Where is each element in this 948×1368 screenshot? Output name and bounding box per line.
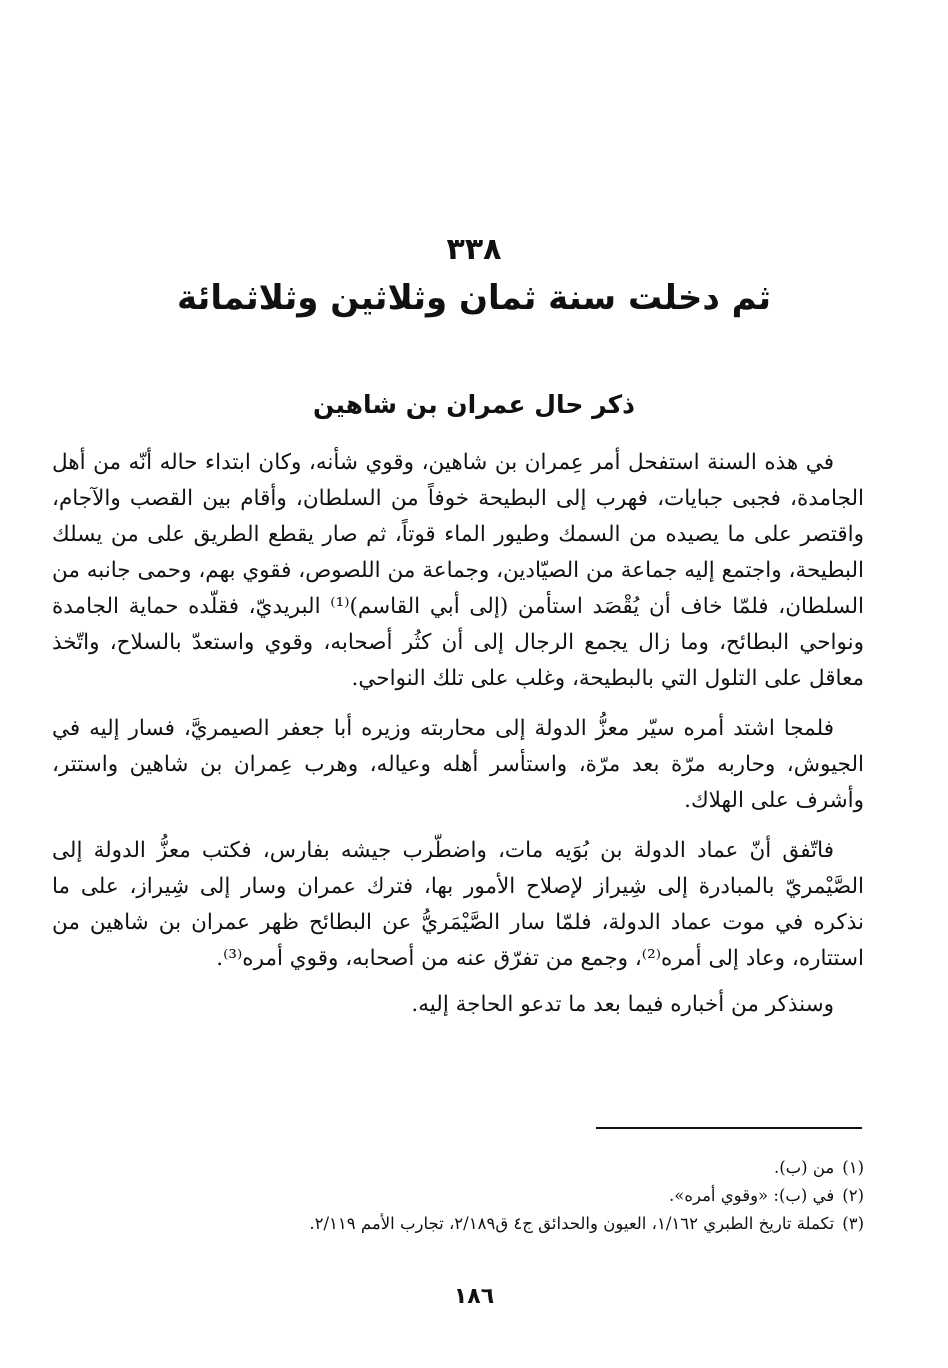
footnote-text: في (ب): «وقوي أمره».	[669, 1186, 835, 1205]
paragraph: وسنذكر من أخباره فيما بعد ما تدعو الحاجة إليه.	[411, 992, 834, 1017]
year-title: ثم دخلت سنة ثمان وثلاثين وثلاثمائة	[176, 278, 772, 318]
section-title: ذكر حال عمران بن شاهين	[312, 390, 636, 419]
footnote-number: (٢)	[842, 1186, 864, 1205]
paragraph: في هذه السنة استفحل أمر عِمران بن شاهين، وقوي شأنه، وكان ابتداء حاله أنّه من أهل الجامدة، فجبى جبايات، فهرب إلى البطيحة خوفاً من السلطان، وأقام بين القصب والآجام، واقتصر على ما يصيده من السمك وطيور الماء قوتاً، ثم صار يقطع الطريق على من يسلك البطيحة، واجتمع إليه جماعة من الصيّادين، وجماعة من اللصوص، فقوي بهم، وحمى جانبه من السلطان، فلمّا خاف أن يُقْصَد استأمن (إلى أبي القاسم)⁽¹⁾ البريديّ، فقلّده حماية الجامدة ونواحي البطائح، وما زال يجمع الرجال إلى أن كثُر أصحابه، وقوي واستعدّ بالسلاح، واتّخذ معاقل على التلول التي بالبطيحة، وغلب على تلك النواحي.	[52, 450, 865, 691]
year-number: ٣٣٨	[446, 232, 502, 267]
paragraph: فلمجا اشتد أمره سيّر معزُّ الدولة إلى محاربته وزيره أبا جعفر الصيمريَّ، فسار إليه في الجيوش، وحاربه مرّة بعد مرّة، واستأسر أهله وعياله، وهرب عِمران بن شاهين واستتر، وأشرف على الهلاك.	[52, 716, 864, 813]
footnote-text: من (ب).	[773, 1158, 835, 1177]
page-number: ١٨٦	[453, 1284, 495, 1309]
footnote-text: تكملة تاريخ الطبري ١/١٦٢، العيون والحدائق ج٤ ق٢/١٨٩، تجارب الأمم ٢/١١٩.	[309, 1214, 835, 1233]
footnote-number: (٣)	[842, 1214, 864, 1233]
footnote-number: (١)	[842, 1158, 864, 1177]
footnote-divider	[596, 1127, 862, 1129]
footnotes	[52, 1154, 864, 1238]
footnote	[52, 1210, 864, 1238]
body-text	[52, 445, 864, 1037]
footnote	[52, 1182, 864, 1210]
paragraph: فاتّفق أنّ عماد الدولة بن بُوَيه مات، واضطّرب جيشه بفارس، فكتب معزُّ الدولة إلى الصَّيْمريّ بالمبادرة إلى شِيراز لإصلاح الأمور بها، فترك عمران وسار إلى شِيراز، على ما نذكره في موت عماد الدولة، فلمّا سار الصَّيْمَريُّ عن البطائح ظهر عمران بن شاهين من استتاره، وعاد إلى أمره⁽²⁾، وجمع من تفرّق عنه من أصحابه، وقوي أمره⁽³⁾.	[52, 838, 864, 971]
footnote	[52, 1154, 864, 1182]
